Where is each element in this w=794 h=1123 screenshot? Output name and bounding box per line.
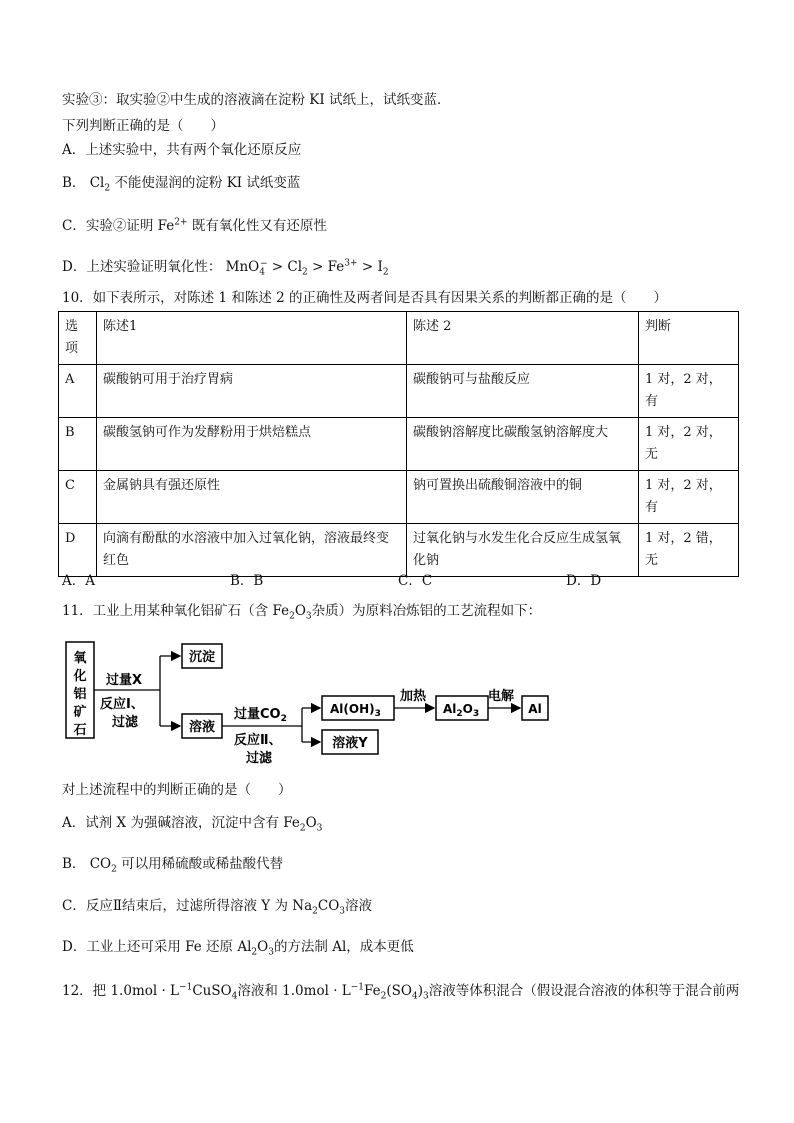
q9-d-fe-sup: 3+	[344, 258, 358, 269]
q11-option-a	[62, 814, 322, 832]
table-row	[59, 418, 739, 471]
q9-d-mno4: MnO	[225, 259, 260, 275]
q12-cuso4: CuSO	[192, 983, 232, 999]
q12-sup1: −1	[179, 982, 193, 993]
q12-text: 溶液等体积混合（假设混合溶液的体积等于混合前两	[428, 983, 740, 999]
ore-char-3: 铝	[73, 687, 87, 702]
q9-d-mno4-sup: −	[259, 258, 268, 269]
electrolysis-label: 电解	[488, 689, 515, 704]
filter2-label: 过滤	[246, 751, 273, 766]
q9-experiment3: 实验③：取实验②中生成的溶液滴在淀粉 KI 试纸上，试纸变蓝．	[62, 92, 451, 108]
q11-c-co: CO	[317, 898, 340, 914]
q11-c-text: 溶液	[345, 898, 373, 914]
header-statement1: 陈述1	[97, 312, 407, 365]
q11-a-sub1: 2	[299, 823, 306, 834]
q9-d-prefix: D．上述实验证明氧化性：	[62, 259, 222, 275]
q11-a-o: O	[305, 815, 317, 831]
q11-a-prefix: A．试剂 X 为强碱溶液，沉淀中含有 Fe	[62, 815, 300, 831]
q9-d-fe: > Fe	[307, 259, 345, 275]
precipitate-label: 沉淀	[188, 650, 216, 665]
row-judgement: 1 对，2 对，有	[639, 471, 739, 524]
q11-d-text: 的方法制 Al，成本更低	[273, 939, 414, 955]
table-header-row	[59, 312, 739, 365]
row-judgement: 1 对，2 对，无	[639, 418, 739, 471]
q9-b-formula: Cl	[89, 175, 105, 191]
q9-c-sup: 2+	[174, 217, 188, 228]
q11-stem-prefix: 11．工业上用某种氧化铝矿石（含 Fe	[62, 603, 290, 619]
row-statement1: 碳酸氢钠可作为发酵粉用于烘焙糕点	[97, 418, 407, 471]
q11-b-co: CO	[89, 856, 112, 872]
q12-sub3: 4	[411, 991, 418, 1002]
reagent-co2-label: 过量$CO_2$	[234, 707, 287, 724]
q12-sub2: 2	[380, 991, 387, 1002]
row-statement1: 向滴有酚酞的水溶液中加入过氧化钠，溶液最终变红色	[97, 524, 407, 577]
q11-c-prefix: C．反应Ⅱ结束后，过滤所得溶液 Y 为 Na	[62, 898, 313, 914]
q9-b-sub: 2	[104, 183, 111, 194]
ore-char-4: 矿	[73, 705, 87, 720]
heat-label: 加热	[400, 689, 427, 704]
header-option: 选项	[59, 312, 97, 365]
q11-c-sub2: 3	[339, 906, 346, 917]
q9-d-i2-sub: 2	[382, 267, 389, 278]
q10-option-c: C．C	[398, 573, 433, 589]
q11-stem-sub2: 3	[305, 611, 312, 622]
q12-prefix: 12．把 1.0mol · L	[62, 983, 180, 999]
q11-c-sub1: 2	[312, 906, 318, 917]
q11-d-o: O	[257, 939, 269, 955]
q10-option-b: B．B	[230, 573, 264, 589]
row-statement2: 碳酸钠溶解度比碳酸氢钠溶解度大	[407, 418, 639, 471]
aloh3-label: $Al(OH)_3$	[330, 702, 381, 719]
q9-option-a: A．上述实验中，共有两个氧化还原反应	[62, 142, 302, 158]
reaction2-label: 反应Ⅱ、	[234, 733, 282, 748]
q11-b-prefix: B．	[62, 856, 86, 872]
q9-option-b	[62, 174, 300, 192]
row-option: A	[59, 365, 97, 418]
row-statement1: 碳酸钠可用于治疗胃病	[97, 365, 407, 418]
q12-sub1: 4	[231, 991, 238, 1002]
al2o3-label: $Al_2O_3$	[443, 702, 480, 719]
q9-d-cl2-sub: 2	[302, 267, 308, 278]
q11-d-sub2: 3	[268, 947, 274, 958]
q12-sub4: 3	[423, 991, 429, 1002]
process-flow-diagram	[62, 636, 552, 766]
q11-stem-o: O	[294, 603, 306, 619]
ore-char-2: 化	[73, 669, 87, 684]
q12-sup2: −1	[350, 982, 365, 993]
q11-stem	[62, 602, 541, 620]
row-option: C	[59, 471, 97, 524]
q9-b-text: 不能使湿润的淀粉 KI 试纸变蓝	[114, 175, 301, 191]
q9-d-cl2: > Cl	[267, 259, 303, 275]
q11-option-b	[62, 855, 283, 873]
q12-fe: Fe	[364, 983, 381, 999]
q11-b-text: 可以用稀硫酸或稀盐酸代替	[121, 856, 284, 872]
q11-question: 对上述流程中的判断正确的是（ ）	[62, 782, 292, 798]
reagent-x-label: 过量X	[106, 673, 143, 688]
q9-b-prefix: B．	[62, 175, 86, 191]
q11-d-sub1: 2	[251, 947, 258, 958]
row-judgement: 1 对，2 对，有	[639, 365, 739, 418]
q10-table	[58, 311, 739, 577]
q11-option-c	[62, 897, 372, 915]
q10-stem: 10．如下表所示，对陈述 1 和陈述 2 的正确性及两者间是否具有因果关系的判断都正确的是（ ）	[62, 290, 668, 306]
header-statement2: 陈述 2	[407, 312, 639, 365]
solution-label: 溶液	[188, 720, 216, 735]
solution-y-label: 溶液Y	[332, 736, 368, 751]
filter1-label: 过滤	[112, 715, 139, 730]
q12-stem	[62, 982, 739, 1000]
reaction1-label: 反应Ⅰ、	[100, 697, 144, 712]
q11-stem-sub1: 2	[289, 611, 295, 622]
row-judgement: 1 对，2 错，无	[639, 524, 739, 577]
q9-stem: 下列判断正确的是（ ）	[62, 118, 224, 134]
q9-option-c	[62, 217, 327, 235]
row-option: B	[59, 418, 97, 471]
q9-c-prefix: C．实验②证明 Fe	[62, 218, 175, 234]
q11-stem-suffix: 杂质）为原料冶炼铝的工艺流程如下：	[311, 603, 542, 619]
q11-a-sub2: 3	[316, 823, 323, 834]
row-statement2: 过氧化钠与水发生化合反应生成氢氧化钠	[407, 524, 639, 577]
q10-option-a: A．A	[62, 573, 95, 589]
table-row	[59, 471, 739, 524]
q12-mid: 溶液和 1.0mol · L	[237, 983, 351, 999]
q9-d-mno4-sub: 4	[259, 267, 265, 278]
al-label: Al	[528, 702, 542, 716]
ore-char-1: 氧	[73, 651, 87, 666]
q9-d-i2: > I	[357, 259, 383, 275]
q11-option-d	[62, 938, 414, 956]
header-judgement: 判断	[639, 312, 739, 365]
q11-b-sub: 2	[111, 864, 117, 875]
row-statement2: 碳酸钠可与盐酸反应	[407, 365, 639, 418]
q12-close: )	[417, 983, 423, 999]
q10-option-d: D．D	[566, 573, 602, 589]
q11-d-prefix: D．工业上还可采用 Fe 还原 Al	[62, 939, 252, 955]
ore-char-5: 石	[73, 723, 87, 738]
table-row	[59, 365, 739, 418]
q12-so4: (SO	[386, 983, 412, 999]
row-statement2: 钠可置换出硫酸铜溶液中的铜	[407, 471, 639, 524]
q9-option-d	[62, 258, 389, 276]
row-statement1: 金属钠具有强还原性	[97, 471, 407, 524]
row-option: D	[59, 524, 97, 577]
q9-c-text: 既有氧化性又有还原性	[191, 218, 327, 234]
